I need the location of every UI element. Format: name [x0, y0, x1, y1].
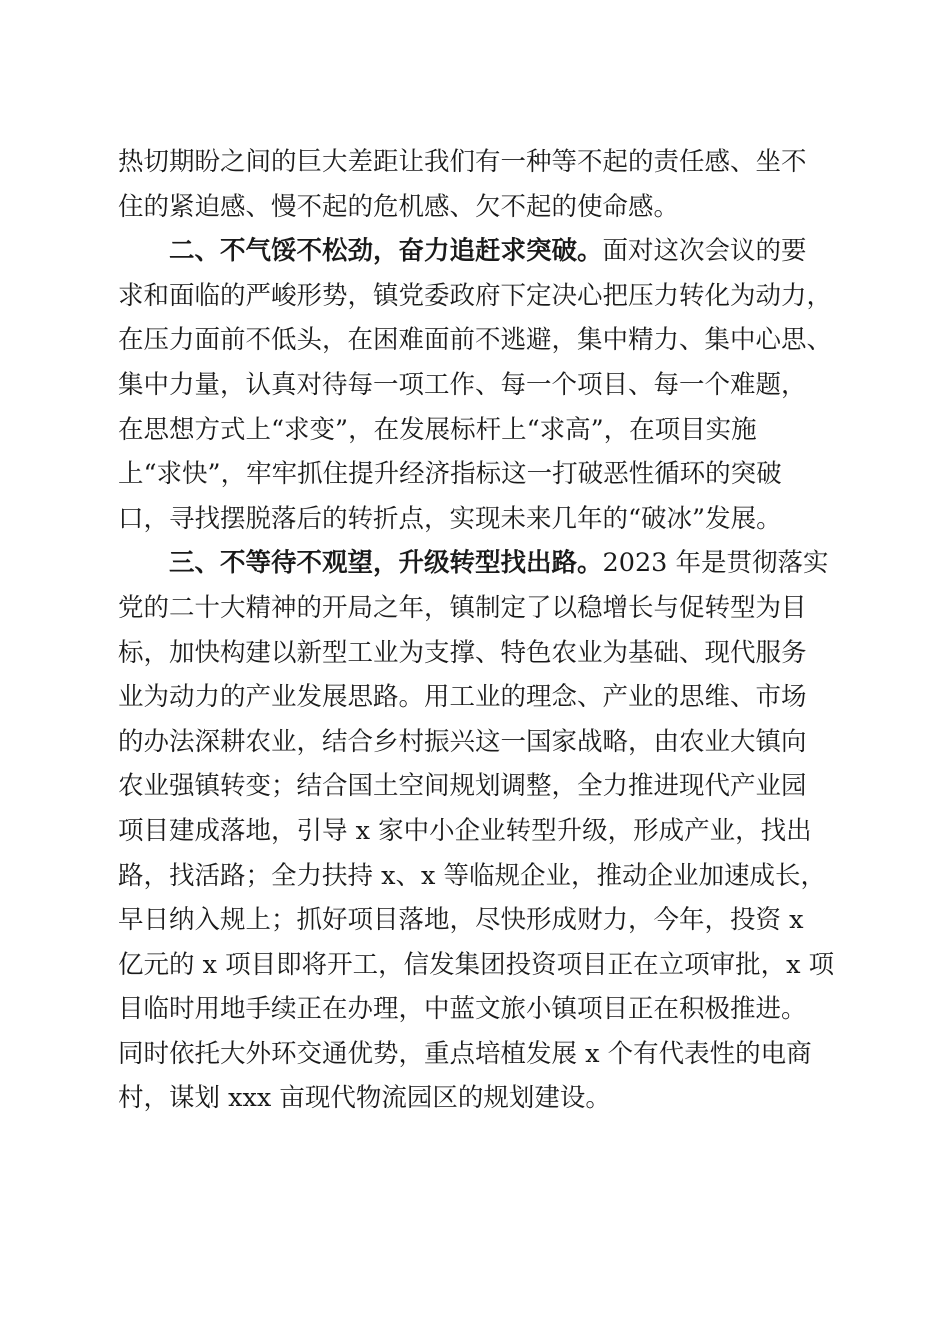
- document-body: [118, 140, 834, 1121]
- text-line: 业为动力的产业发展思路。用工业的理念、产业的思维、市场: [118, 682, 807, 713]
- section-heading-line: [118, 229, 834, 274]
- text-line: 面对这次会议的要: [602, 236, 807, 267]
- text-line: 亿元的 x 项目即将开工，信发集团投资项目正在立项审批，x 项: [118, 949, 835, 980]
- text-line: 住的紧迫感、慢不起的危机感、欠不起的使命感。: [118, 191, 680, 222]
- text-line: 在思想方式上“求变”，在发展标杆上“求高”，在项目实施: [118, 414, 757, 445]
- text-line: 早日纳入规上；抓好项目落地，尽快形成财力，今年，投资 x: [118, 905, 804, 936]
- text-line: 路，找活路；全力扶持 x、x 等临规企业，推动企业加速成长，: [118, 860, 826, 891]
- text-line: 农业强镇转变；结合国土空间规划调整，全力推进现代产业园: [118, 771, 807, 802]
- text-line: 2023 年是贯彻落实: [602, 548, 829, 579]
- section-heading: 三、不等待不观望，升级转型找出路。: [169, 548, 603, 579]
- section-heading: 二、不气馁不松劲，奋力追赶求突破。: [169, 236, 603, 267]
- text-line: 求和面临的严峻形势，镇党委政府下定决心把压力转化为动力，: [118, 280, 833, 311]
- text-line: 口，寻找摆脱落后的转折点，实现未来几年的“破冰”发展。: [118, 503, 782, 534]
- text-line: 的办法深耕农业，结合乡村振兴这一国家战略，由农业大镇向: [118, 726, 807, 757]
- text-line: 标，加快构建以新型工业为支撑、特色农业为基础、现代服务: [118, 637, 807, 668]
- text-line: 村，谋划 xxx 亩现代物流园区的规划建设。: [118, 1083, 611, 1114]
- text-line: 党的二十大精神的开局之年，镇制定了以稳增长与促转型为目: [118, 592, 807, 623]
- text-line: 项目建成落地，引导 x 家中小企业转型升级，形成产业，找出: [118, 815, 812, 846]
- text-line: 热切期盼之间的巨大差距让我们有一种等不起的责任感、坐不: [118, 147, 807, 177]
- text-line: 集中力量，认真对待每一项工作、每一个项目、每一个难题，: [118, 369, 807, 400]
- section-heading-line: [118, 541, 834, 586]
- text-line: 同时依托大外环交通优势，重点培植发展 x 个有代表性的电商: [118, 1038, 812, 1069]
- text-line: 目临时用地手续正在办理，中蓝文旅小镇项目正在积极推进。: [118, 994, 807, 1025]
- text-line: 在压力面前不低头，在困难面前不逃避，集中精力、集中心思、: [118, 325, 833, 356]
- text-line: 上“求快”，牢牢抓住提升经济指标这一打破恶性循环的突破: [118, 459, 782, 490]
